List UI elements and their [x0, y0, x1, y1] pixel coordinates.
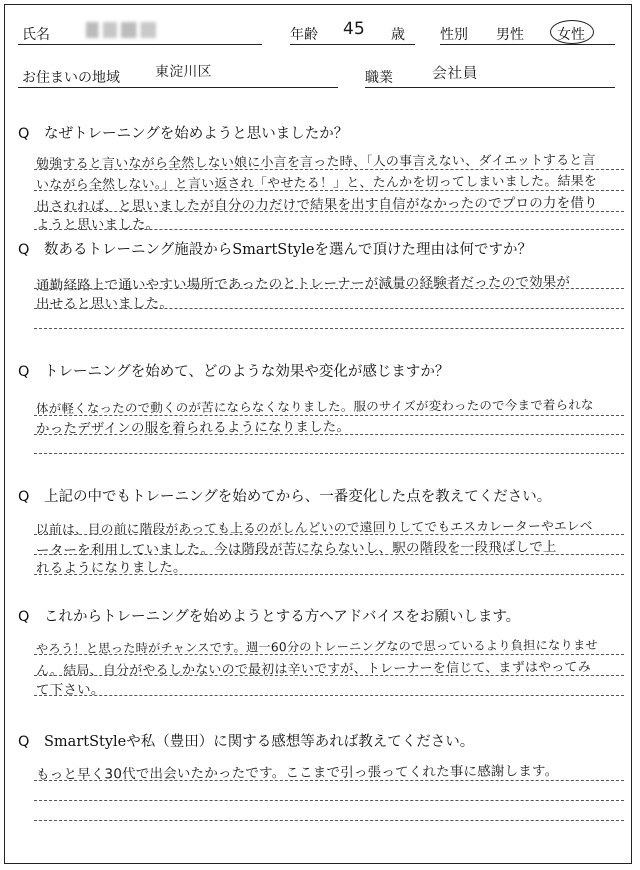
question-2: [18, 238, 532, 259]
answer-1-line-1: 勉強すると言いながら全然しない娘に小言を言った時、「人の事言えない、ダイエットすると言: [35, 153, 596, 172]
gender-label: 性別: [440, 27, 468, 43]
question-6: [18, 730, 474, 751]
answer-rule: [34, 820, 624, 821]
answer-1-line-2: いながら全然しない。」と言い返され「やせたる！」と、たんかを切ってしまいました。結果を: [35, 174, 598, 193]
answer-rule: [34, 328, 624, 329]
answer-3-line-1: 体が軽くなったので動くのが苦にならなくなりました。服のサイズが変わったので今まで着られな: [35, 397, 594, 416]
question-4: [18, 485, 551, 506]
redacted-name: [86, 22, 156, 38]
question-text: なぜトレーニングを始めようと思いましたか？: [44, 126, 349, 142]
gender-underline: [440, 44, 615, 45]
question-text: トレーニングを始めて、どのような効果や変化が感じますか？: [44, 364, 450, 380]
area-label: お住まいの地域: [22, 70, 120, 86]
q-mark: Q: [18, 734, 30, 750]
name-underline: [18, 44, 262, 45]
answer-rule: [34, 229, 624, 230]
question-5: [18, 605, 520, 626]
answer-rule: [34, 288, 624, 289]
job-value: 会社員: [431, 63, 478, 83]
answer-5-line-3: て下さい。: [35, 681, 105, 699]
q-mark: Q: [18, 364, 30, 380]
answer-5-line-2: ん。結局、自分がやるしかないので最初は辛いですが、トレーナーを信じて、まずはやってみ: [35, 660, 591, 679]
answer-3-line-2: かったデザインの服を着られるようになりました。: [35, 418, 351, 438]
answer-4-line-2: ーターを利用していました。今は階段が苦にならないし、駅の階段を一段飛ばしで上: [35, 539, 557, 559]
answer-rule: [34, 675, 624, 676]
question-text: 数あるトレーニング施設からSmartStyleを選んで頂けた理由は何ですか？: [44, 242, 532, 258]
age-label: 年齢: [290, 27, 318, 43]
answer-2-line-1: 通勤経路上で通いやすい場所であったのとトレーナーが減量の経験者だったので効果が: [35, 274, 571, 294]
q-mark: Q: [18, 126, 30, 142]
job-underline: [365, 87, 615, 88]
answer-rule: [34, 654, 624, 655]
question-text: 上記の中でもトレーニングを始めてから、一番変化した点を教えてください。: [44, 489, 552, 505]
job-label: 職業: [365, 70, 393, 86]
answer-4-line-3: れるようになりました。: [35, 559, 187, 577]
answer-rule: [34, 800, 624, 801]
age-value: 45: [342, 18, 366, 40]
area-value: 東淀川区: [154, 63, 212, 81]
answer-rule: [34, 308, 624, 309]
q-mark: Q: [18, 609, 30, 625]
answer-rule: [34, 453, 624, 454]
gender-selected-circle: [550, 20, 594, 44]
answer-rule: [34, 780, 624, 781]
age-unit: 歳: [391, 27, 405, 43]
answer-6-line-1: もっと早く30代で出会いたかったです。ここまで引っ張ってくれた事に感謝します。: [35, 763, 559, 783]
question-text: SmartStyleや私（豊田）に関する感想等あれば教えてください。: [44, 734, 475, 750]
answer-4-line-1: 以前は、目の前に階段があっても上るのがしんどいので遠回りしてでもエスカレーターやエレベ: [35, 519, 593, 538]
answer-2-line-2: 出せると思いました。: [35, 295, 174, 313]
age-underline: [290, 44, 415, 45]
q-mark: Q: [18, 242, 30, 258]
question-3: [18, 360, 449, 381]
answer-rule: [34, 554, 624, 555]
q-mark: Q: [18, 489, 30, 505]
answer-rule: [34, 695, 624, 696]
name-label: 氏名: [22, 27, 50, 43]
question-text: これからトレーニングを始めようとする方へアドバイスをお願いします。: [44, 609, 521, 625]
answer-5-line-1: やろう！と思った時がチャンスです。週一60分のトレーニングなので思っているより負担になりませ: [35, 638, 598, 656]
question-1: [18, 122, 348, 143]
area-underline: [18, 87, 338, 88]
gender-female: 女性: [557, 27, 585, 43]
answer-1-line-3: 出されれば、と思いましたが自分の力だけで結果を出す自信がなかったのでプロの力を借り: [35, 195, 598, 215]
gender-male: 男性: [496, 27, 524, 43]
answer-1-line-4: ようと思いました。: [35, 216, 160, 234]
answer-rule: [34, 574, 624, 575]
answer-rule: [34, 434, 624, 435]
